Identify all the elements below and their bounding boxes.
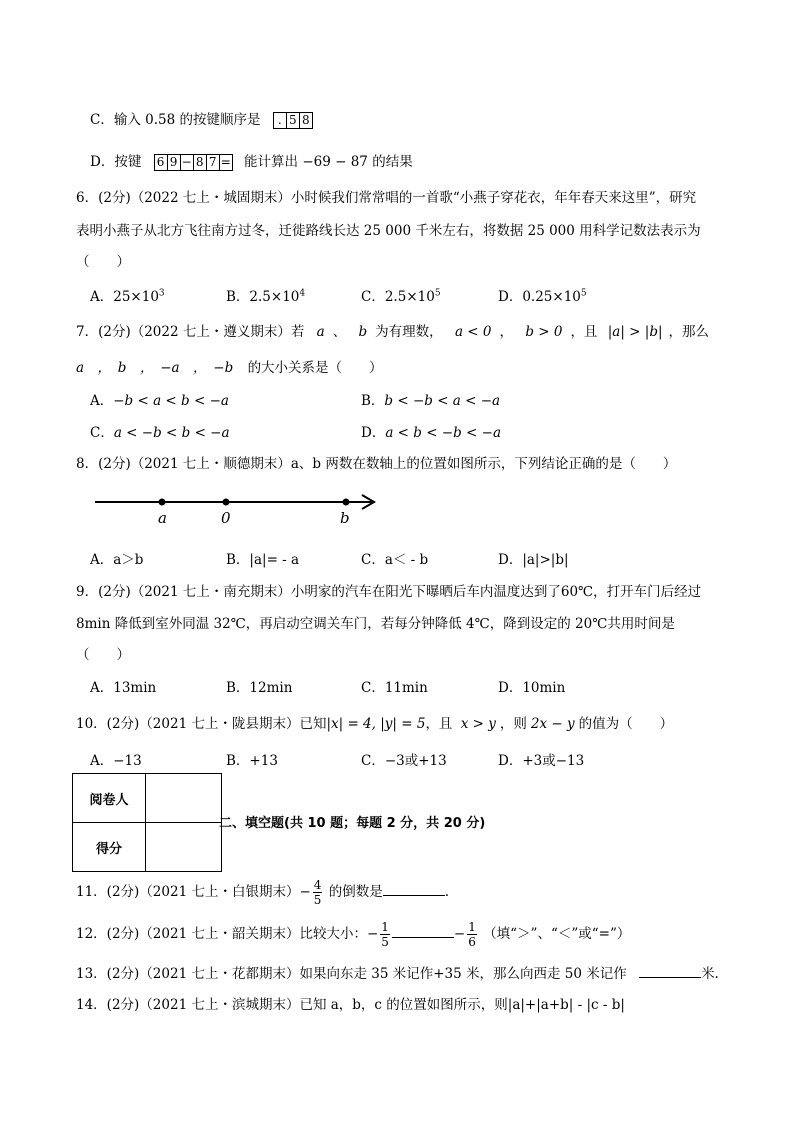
q6-option-a: A．$25\times 10^3$ (90, 288, 165, 305)
q14: 14．(2分)（2021 七上・滨城期末）已知 a，b，c 的位置如图所示，则|a|+|a+b| - |c - b| (76, 997, 625, 1013)
q11: 11．(2分)（2021 七上・白银期末）− $\frac{4}{5}$ 的倒数是 . (76, 878, 449, 907)
q7-option-c: C．a < −b < b < −a (90, 425, 230, 441)
q12: 12．(2分)（2021 七上・韶关期末）比较大小：− $\frac{1}{5}$ − $\frac{1}{6}$ （填“＞”、“＜”或“=”） (76, 920, 631, 949)
q5-d-prefix: D．按键 (90, 154, 142, 170)
fraction: $\frac{1}{5}$ (381, 920, 389, 949)
q5-option-d (90, 150, 413, 171)
reviewer-cell (146, 774, 222, 823)
q10-option-b: B．+13 (226, 753, 278, 769)
key-box: − (181, 155, 192, 169)
q6-line1: 6．(2分)（2022 七上・城固期末）小时候我们常常唱的一首歌“小燕子穿花衣，年年春天来这里”，研究 (76, 190, 697, 206)
key-box: = (220, 155, 231, 169)
key-box: 7 (206, 154, 220, 171)
q9-option-d: D．10min (498, 680, 566, 696)
score-label: 得分 (73, 823, 146, 872)
answer-blank (383, 883, 445, 896)
answer-blank (392, 925, 454, 938)
label-zero: 0 (221, 509, 231, 527)
section-2-title: 二、填空题(共 10 题；每题 2 分，共 20 分) (219, 816, 486, 831)
q9-option-c: C．11min (361, 680, 428, 696)
key-box: 9 (167, 154, 181, 171)
q8-option-c: C．a＜ - b (361, 552, 429, 568)
score-table (72, 773, 222, 872)
q5-d-suffix: 能计算出 −69 − 87 的结果 (244, 154, 413, 170)
q7-option-d: D．a < b < −b < −a (361, 425, 502, 441)
q6-option-b: B．$2.5\times 10^4$ (226, 288, 306, 305)
q6-line3: （ ） (76, 254, 130, 270)
q8-stem: 8．(2分)（2021 七上・顺德期末）a、b 两数在数轴上的位置如图所示，下列结论正确的是（ ） (76, 456, 677, 472)
q9-option-b: B．12min (226, 680, 293, 696)
q13: 13．(2分)（2021 七上・花都期末）如果向东走 35 米记作+35 米，那么向西走 50 米记作 米. (76, 966, 719, 982)
q9-line1: 9．(2分)（2021 七上・南充期末）小明家的汽车在阳光下曝晒后车内温度达到了60℃，打开车门后经过 (76, 584, 702, 600)
q9-line3: （ ） (76, 647, 130, 663)
label-a: a (158, 509, 167, 527)
fraction: $\frac{1}{6}$ (468, 920, 476, 949)
q8-option-a: A．a＞b (90, 552, 144, 568)
answer-blank (639, 965, 701, 978)
key-box: 5 (286, 112, 300, 129)
q5-c-keys (273, 112, 312, 128)
q7-option-b: B．b < −b < a < −a (361, 393, 501, 409)
key-box: 6 (154, 154, 168, 171)
number-line-figure (90, 490, 390, 530)
q10-stem: 10．(2分)（2021 七上・陇县期末）已知|x| = 4, |y| = 5，且 x > y ，则 2x − y 的值为（ ） (76, 716, 674, 732)
q7-line1: 7．(2分)（2022 七上・遵义期末）若 a 、 b 为有理数， a < 0 ， b > 0 ，且 |a| > |b| ，那么 (76, 324, 710, 340)
key-box: 8 (193, 154, 207, 171)
key-box: . (273, 112, 287, 129)
key-box: 8 (299, 112, 313, 129)
q10-option-a: A．−13 (90, 753, 142, 769)
q6-option-d: D．$0.25\times 10^5$ (498, 288, 587, 305)
fraction: $\frac{4}{5}$ (313, 878, 322, 907)
q5-d-keys (154, 154, 236, 170)
q7-option-a: A．−b < a < b < −a (90, 393, 229, 409)
q9-line2: 8min 降低到室外同温 32℃，再启动空调关车门，若每分钟降低 4℃，降到设定的 20℃共用时间是 (76, 616, 675, 632)
q7-line2: a ， b ， −a ， −b 的大小关系是（ ） (76, 360, 383, 376)
q8-option-b: B．|a|= - a (226, 552, 300, 568)
q9-option-a: A．13min (90, 680, 157, 696)
q10-option-c: C．−3或+13 (361, 753, 447, 769)
point-b (343, 499, 350, 506)
q5-c-text: C．输入 0.58 的按键顺序是 (90, 112, 261, 128)
q5-option-c (90, 108, 312, 129)
score-cell (146, 823, 222, 872)
q6-option-c: C．$2.5\times 10^5$ (361, 288, 441, 305)
point-a (159, 499, 166, 506)
point-zero (223, 499, 230, 506)
q10-option-d: D．+3或−13 (498, 753, 585, 769)
q8-option-d: D．|a|>|b| (498, 552, 569, 568)
reviewer-label: 阅卷人 (73, 774, 146, 823)
q6-line2: 表明小燕子从北方飞往南方过冬，迁徙路线长达 25 000 千米左右，将数据 25 000 用科学记数法表示为 (76, 223, 701, 239)
label-b: b (340, 509, 350, 527)
